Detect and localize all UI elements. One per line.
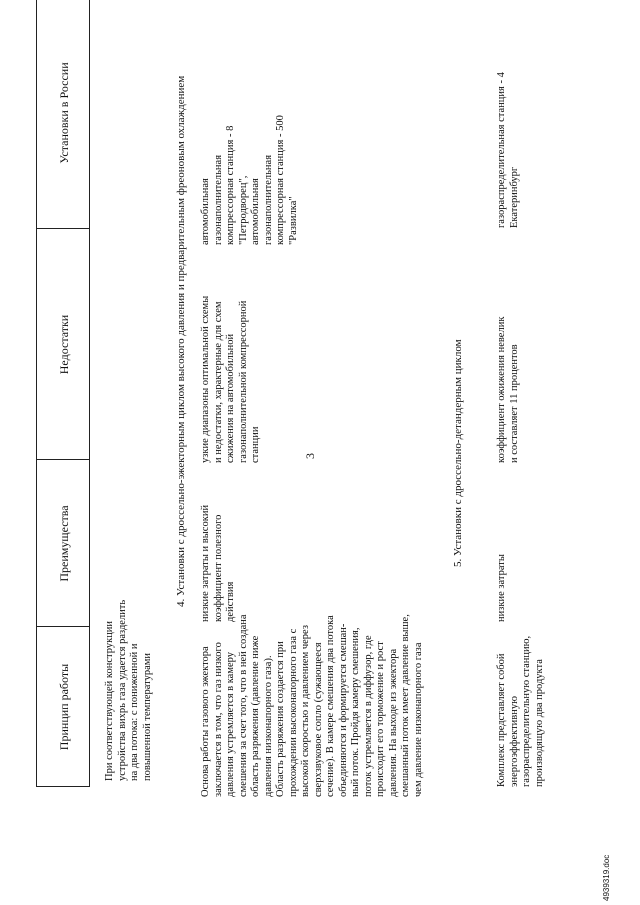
- header-advantages: Преимущества: [57, 505, 71, 582]
- section-5-installations-russia: газораспределительная станция - 4 Екатеринбург: [496, 72, 520, 228]
- section-4-disadvantages: узкие диапазоны оптимальной схемы и недостатки, характерные для схем сжижения на автомобильной газонаполнительной компрессорной станции: [200, 295, 261, 463]
- section-4-advantages: низкие затраты и высокий коэффициент полезного действия: [200, 504, 236, 622]
- header-bottom-border: [89, 0, 90, 787]
- table-top-border: [36, 0, 37, 787]
- intro-principle-text: При соответствующей конструкции устройства вихрь газа удается разделить на два потока: с пониженной и повышенной температурами: [104, 599, 153, 781]
- header-installations-russia: Установки в России: [57, 62, 71, 164]
- header-principle: Принцип работы: [57, 663, 71, 751]
- section-5-disadvantages: коэффициент ожижения невелик и составляет 11 процентов: [496, 316, 520, 463]
- section-4-installations-russia: автомобильная газонаполнительная компрессорная станция - 8 "Петродворец", автомобильная газонаполнительная компрессорная станция - 500 "Развилка": [200, 115, 299, 245]
- section-5-principle: Комплекс представляет собой энергоэффективную газораспределительную станцию, производящую два продукта: [496, 635, 545, 787]
- section-4-principle: Основа работы газового эжектора заключается в том, что газ низкого давления устремляется в камеру смешения за счет того, что в ней создана область разряжения (давление ниже давления низконапорного газа). Область разряжения создается при прохождении высоконапорного газа с высокой скоростью и давлением через сверхзвуковое сопло (сужающееся сечение). В камере смешения два потока объединяются и формируется смешан- ный поток. Пройдя камеру смешения, поток устремляется в диффузор, где происходит его торможение и рост давления. На выходе из эжектора смешанный поток имеет давление выше, чем давление низконапорного газа: [200, 614, 424, 797]
- section-5-title: 5. Установки с дроссельно-детандерным циклом: [452, 339, 464, 567]
- page-number: 3: [303, 453, 317, 459]
- header-disadvantages: Недостатки: [57, 314, 71, 375]
- section-4-title: 4. Установки с дроссельно-эжекторным циклом высокого давления и предварительным фреоновым охлаждением: [175, 75, 187, 607]
- section-5-advantages: низкие затраты: [496, 554, 507, 622]
- footer-filename: 4939319.doc: [602, 854, 611, 901]
